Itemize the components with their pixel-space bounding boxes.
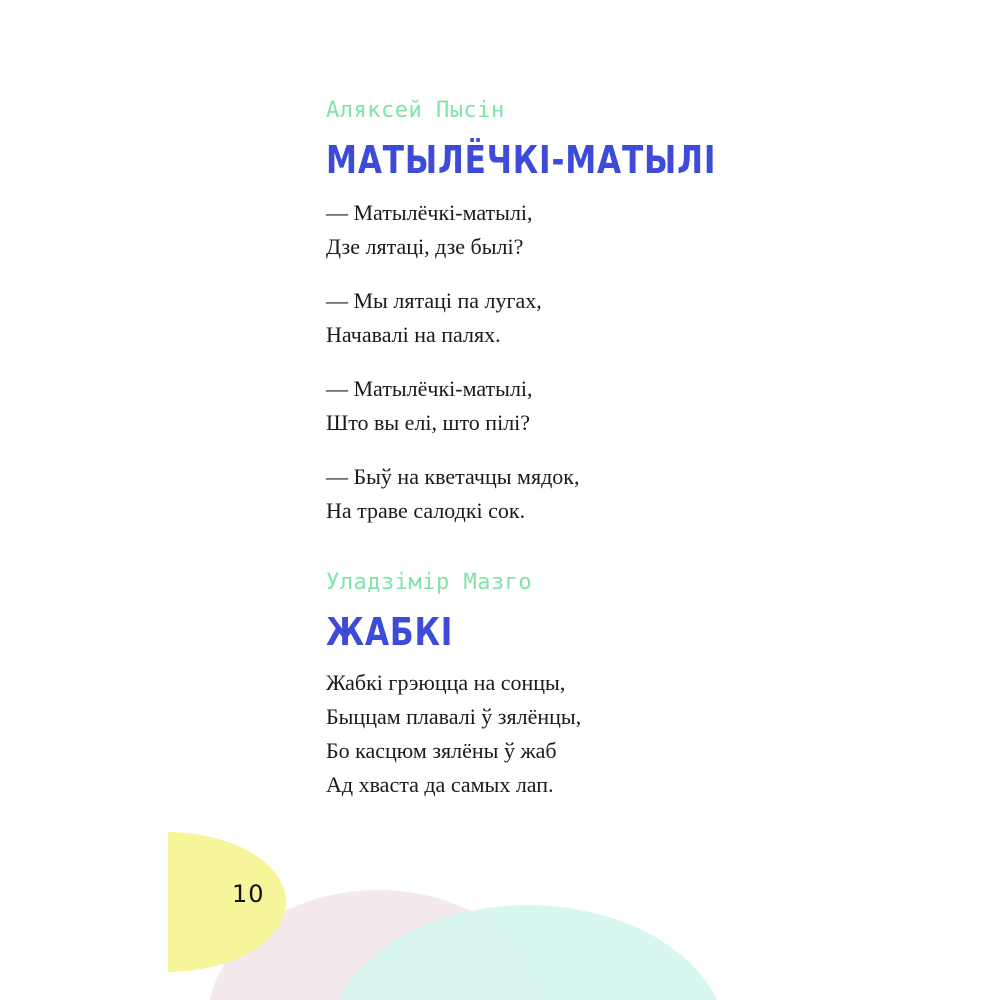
poem-title-1: МАТЫЛЁЧКІ-МАТЫЛІ bbox=[326, 138, 717, 182]
poem-line: — Матылёчкі-матылі, bbox=[326, 200, 533, 225]
poem-line: Бо касцюм зялёны ў жаб bbox=[326, 738, 557, 763]
stanza bbox=[326, 372, 786, 440]
stanza bbox=[326, 196, 786, 264]
poem-author-2: Уладзімір Мазго bbox=[326, 570, 533, 595]
poem-title-2: ЖАБКІ bbox=[326, 610, 454, 654]
poem-body-2 bbox=[326, 666, 786, 802]
poem-line: — Мы лятаці па лугах, bbox=[326, 288, 542, 313]
poem-line: — Матылёчкі-матылі, bbox=[326, 376, 533, 401]
stanza bbox=[326, 284, 786, 352]
page-number: 10 bbox=[232, 880, 265, 908]
book-page bbox=[168, 0, 832, 1000]
poem-line: Быццам плавалі ў зялёнцы, bbox=[326, 704, 582, 729]
poem-line: Дзе лятаці, дзе былі? bbox=[326, 234, 524, 259]
poem-author-1: Аляксей Пысін bbox=[326, 98, 505, 123]
stanza bbox=[326, 666, 786, 802]
poem-body-1 bbox=[326, 196, 786, 528]
page-content bbox=[326, 96, 786, 802]
poem-line: — Быў на кветачцы мядок, bbox=[326, 464, 580, 489]
poem-line: Начавалі на палях. bbox=[326, 322, 501, 347]
poem-line: Ад хваста да самых лап. bbox=[326, 772, 554, 797]
poem-line: На траве салодкі сок. bbox=[326, 498, 526, 523]
poem-line: Жабкі грэюцца на сонцы, bbox=[326, 670, 566, 695]
stanza bbox=[326, 460, 786, 528]
poem-line: Што вы елі, што пілі? bbox=[326, 410, 531, 435]
